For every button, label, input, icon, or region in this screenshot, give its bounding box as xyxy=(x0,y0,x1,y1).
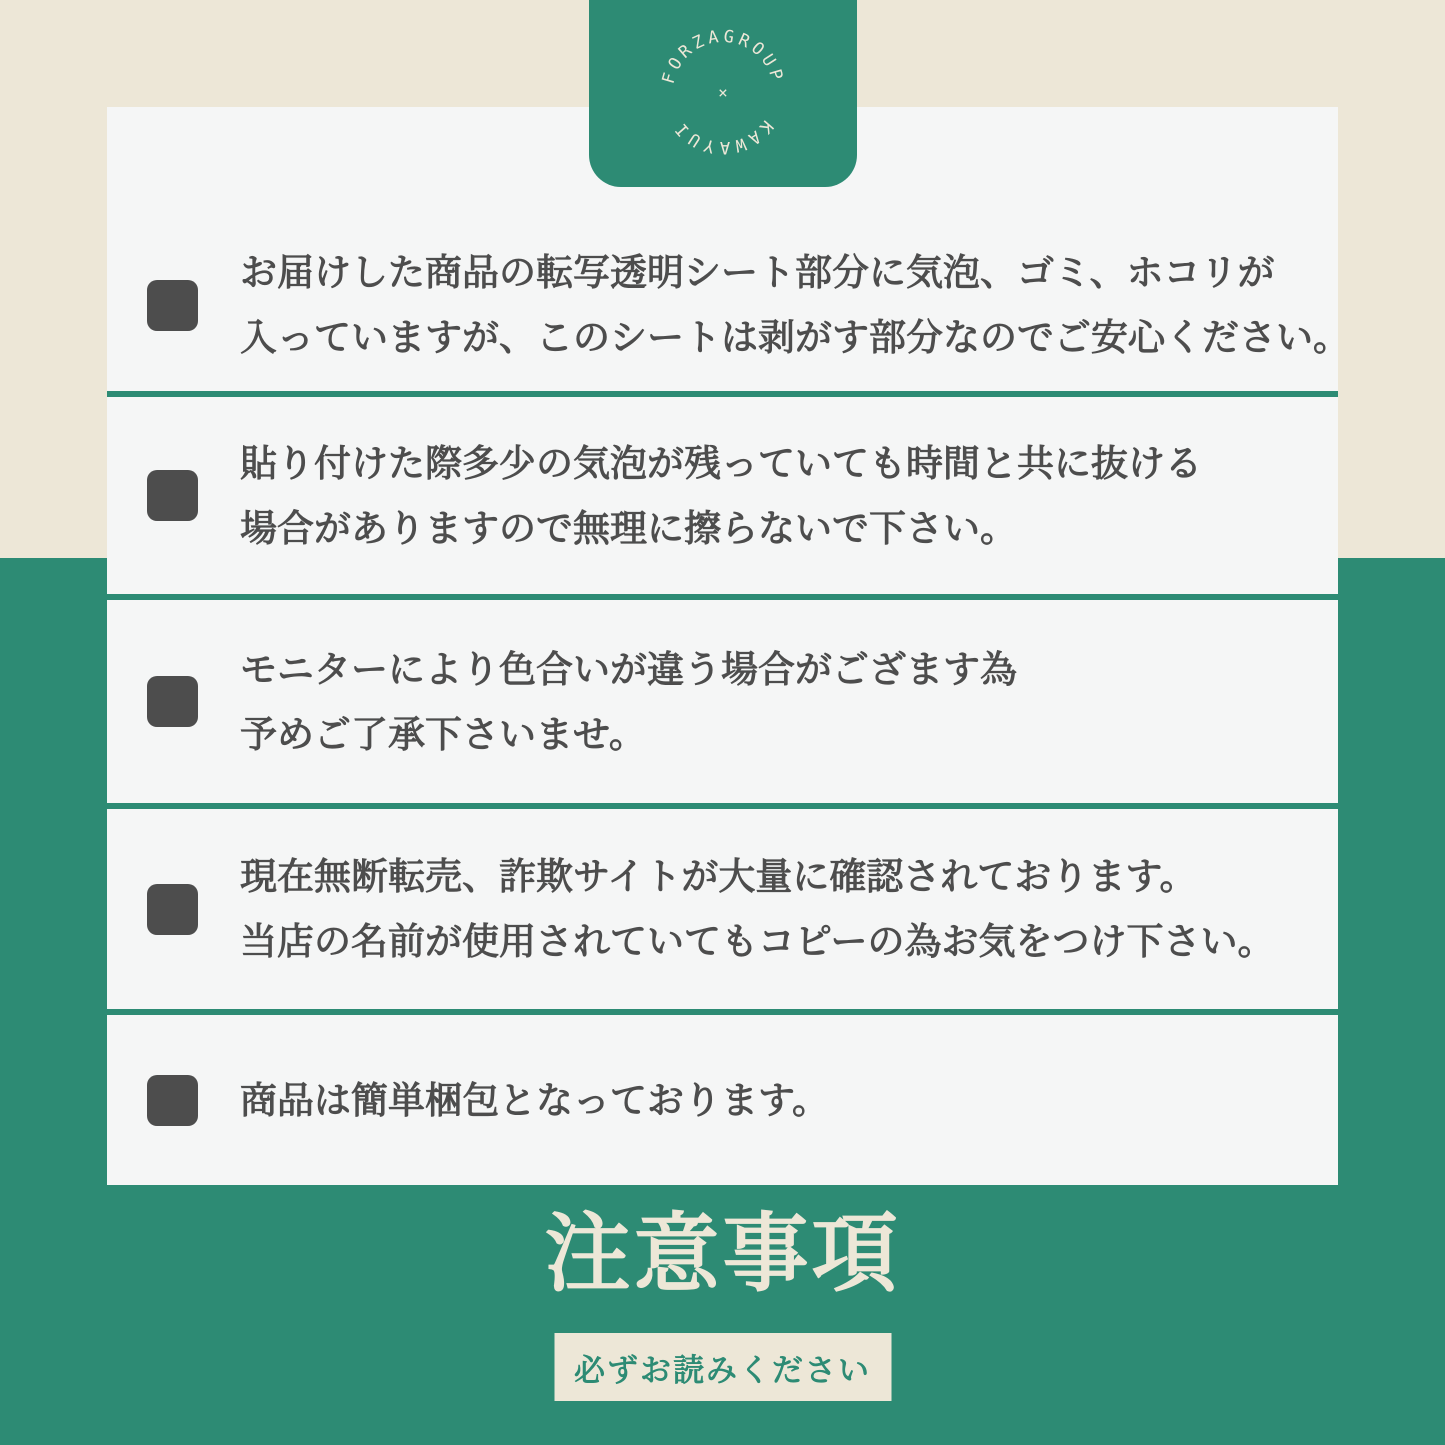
svg-text:KAWAYUI xyxy=(669,116,777,157)
checkbox-icon xyxy=(147,470,198,521)
checkbox-icon xyxy=(147,884,198,935)
notice-line: 当店の名前が使用されていてもコピーの為お気をつけ下さい。 xyxy=(240,921,1275,962)
notice-text xyxy=(240,431,1202,561)
notice-line: お届けした商品の転写透明シート部分に気泡、ゴミ、ホコリが xyxy=(240,252,1275,293)
checkbox-icon xyxy=(147,1075,198,1126)
notice-panel xyxy=(107,107,1350,1185)
x-mark-icon: × xyxy=(718,83,728,102)
notice-line: 貼り付けた際多少の気泡が残っていても時間と共に抜ける xyxy=(240,442,1202,484)
notice-line: モニターにより色合いが違う場合がござます為 xyxy=(240,648,1017,690)
checkbox-icon xyxy=(147,676,198,727)
brand-tab xyxy=(589,0,857,187)
notice-item xyxy=(107,809,1338,1009)
read-me-badge xyxy=(554,1333,891,1401)
read-me-badge-label: 必ずお読みください xyxy=(574,1352,871,1388)
notice-item xyxy=(107,600,1338,803)
notice-line: 予めご了承下さいませ。 xyxy=(240,713,646,755)
page-title: 注意事項 xyxy=(544,1206,901,1302)
notice-text xyxy=(240,240,1350,370)
checkbox-icon xyxy=(147,280,198,331)
notice-text xyxy=(240,844,1275,974)
brand-logo-icon xyxy=(589,0,857,187)
notice-text xyxy=(240,1068,829,1133)
notice-text xyxy=(240,637,1017,767)
notice-item xyxy=(107,1015,1338,1185)
notice-line: 入っていますが、このシートは剥がす部分なのでご安心ください。 xyxy=(240,317,1350,358)
brand-name-arc-top: FORZAGROUP xyxy=(658,26,788,87)
notice-item xyxy=(107,397,1338,594)
notice-line: 商品は簡単梱包となっております。 xyxy=(240,1079,830,1121)
notice-line: 現在無断転売、詐欺サイトが大量に確認されております。 xyxy=(240,856,1197,897)
brand-name-arc-bottom: KAWAYUI xyxy=(669,116,777,158)
svg-text:FORZAGROUP xyxy=(659,27,788,87)
notice-line: 場合がありますので無理に擦らないで下さい。 xyxy=(240,507,1017,549)
